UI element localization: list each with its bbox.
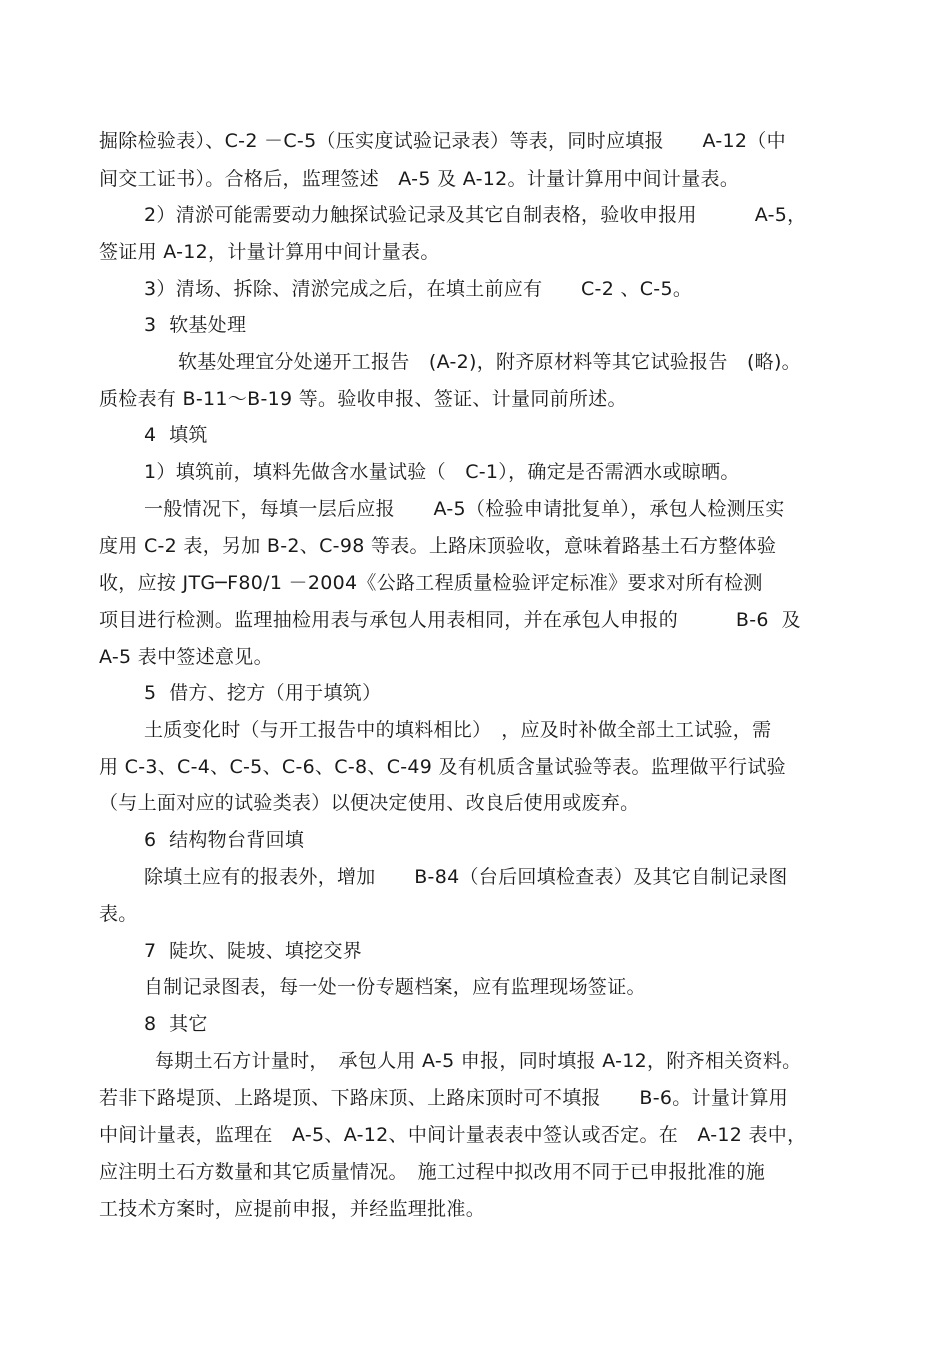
text-line: 质检表有 B-11～B-19 等。验收申报、签证、计量同前所述。 (99, 388, 627, 410)
text-line: 用 C-3、C-4、C-5、C-6、C-8、C-49 及有机质含量试验等表。监理做平行试验 (99, 756, 786, 778)
text-line: 每期土石方计量时， 承包人用 A-5 申报，同时填报 A-12，附齐相关资料。 (155, 1050, 802, 1072)
text-line: 项目进行检测。监理抽检用表与承包人用表相同，并在承包人申报的 B-6 及 (99, 609, 801, 631)
text-line: 若非下路堤顶、上路堤顶、下路床顶、上路床顶时可不填报 B-6。计量计算用 (99, 1087, 789, 1109)
text-line: A-5 表中签述意见。 (99, 646, 273, 668)
text-line: 自制记录图表，每一处一份专题档案，应有监理现场签证。 (144, 976, 646, 998)
text-line: 除填土应有的报表外，增加 B-84（台后回填检查表）及其它自制记录图 (144, 866, 788, 888)
text-line: 3）清场、拆除、清淤完成之后，在填土前应有 C-2 、C-5。 (144, 278, 693, 300)
section-heading: 5 借方、挖方（用于填筑） (144, 682, 382, 704)
text-line: 2）清淤可能需要动力触探试验记录及其它自制表格，验收申报用 A-5， (144, 204, 807, 226)
section-heading: 4 填筑 (144, 424, 208, 446)
text-line: 工技术方案时，应提前申报，并经监理批准。 (99, 1198, 486, 1220)
text-line: （与上面对应的试验类表）以便决定使用、改良后使用或废弃。 (99, 792, 640, 814)
text-line: 度用 C-2 表，另加 B-2、C-98 等表。上路床顶验收，意味着路基土石方整体验 (99, 535, 777, 557)
section-heading: 6 结构物台背回填 (144, 829, 305, 851)
text-line: 软基处理宜分处递开工报告 (A-2)，附齐原材料等其它试验报告 (略)。 (178, 351, 801, 373)
text-line: 一般情况下，每填一层后应报 A-5（检验申请批复单），承包人检测压实 (144, 498, 785, 520)
section-heading: 7 陡坎、陡坡、填挖交界 (144, 940, 363, 962)
text-line: 签证用 A-12，计量计算用中间计量表。 (99, 241, 440, 263)
section-heading: 8 其它 (144, 1013, 208, 1035)
text-line: 中间计量表，监理在 A-5、A-12、中间计量表表中签认或否定。在 A-12 表中， (99, 1124, 807, 1146)
text-line: 1）填筑前，填料先做含水量试验（ C-1），确定是否需洒水或晾晒。 (144, 461, 740, 483)
text-line: 掘除检验表）、C-2 －C-5（压实度试验记录表）等表，同时应填报 A-12（中 (99, 130, 786, 152)
text-line: 应注明土石方数量和其它质量情况。 施工过程中拟改用不同于已申报批准的施 (99, 1161, 766, 1183)
section-heading: 3 软基处理 (144, 314, 247, 336)
text-line: 间交工证书）。合格后，监理签述 A-5 及 A-12。计量计算用中间计量表。 (99, 168, 740, 190)
text-line: 土质变化时（与开工报告中的填料相比） ，应及时补做全部土工试验，需 (144, 719, 772, 741)
text-line: 表。 (99, 903, 138, 925)
text-line: 收，应按 JTG─F80/1 －2004《公路工程质量检验评定标准》要求对所有检测 (99, 572, 763, 594)
